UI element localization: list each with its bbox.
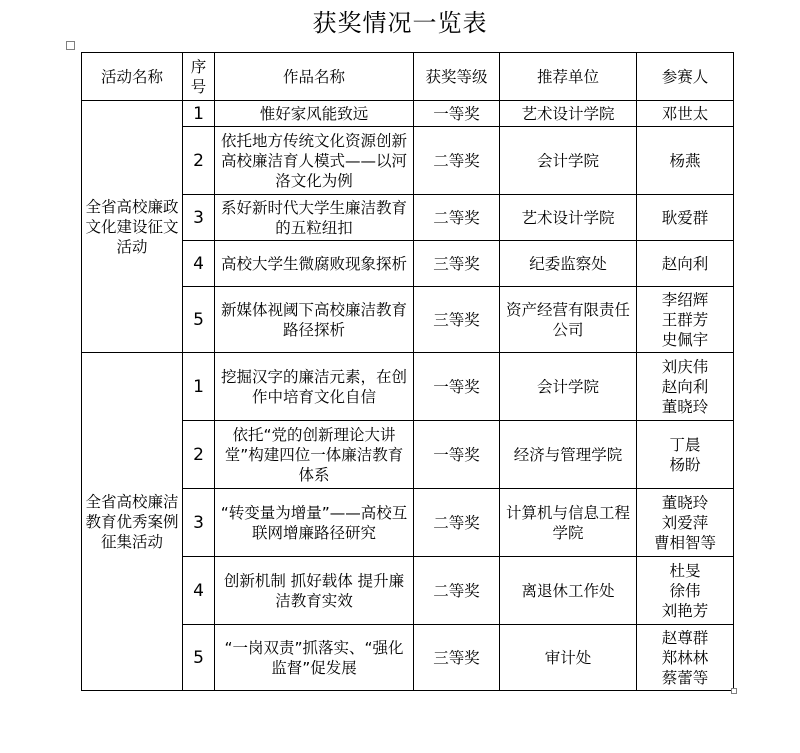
participants-cell: 耿爱群 (637, 195, 734, 241)
participants-cell: 赵尊群 郑林林 蔡蕾等 (637, 625, 734, 691)
header-activity: 活动名称 (82, 53, 183, 101)
work-cell: “转变量为增量”——高校互联网增廉路径研究 (215, 489, 414, 557)
participants-cell: 丁晨 杨盼 (637, 421, 734, 489)
work-cell: 高校大学生微腐败现象探析 (215, 241, 414, 287)
participants-cell: 邓世太 (637, 101, 734, 127)
award-cell: 三等奖 (414, 241, 500, 287)
unit-cell: 会计学院 (500, 353, 637, 421)
seq-cell: 2 (183, 127, 215, 195)
award-cell: 三等奖 (414, 625, 500, 691)
work-cell: 系好新时代大学生廉洁教育的五粒纽扣 (215, 195, 414, 241)
table-resize-handle[interactable] (731, 688, 737, 694)
unit-cell: 经济与管理学院 (500, 421, 637, 489)
award-cell: 二等奖 (414, 127, 500, 195)
unit-cell: 资产经营有限责任公司 (500, 287, 637, 353)
unit-cell: 纪委监察处 (500, 241, 637, 287)
header-unit: 推荐单位 (500, 53, 637, 101)
participants-cell: 董晓玲 刘爱萍 曹相智等 (637, 489, 734, 557)
activity-cell: 全省高校廉政文化建设征文活动 (82, 101, 183, 353)
work-cell: 新媒体视阈下高校廉洁教育路径探析 (215, 287, 414, 353)
table-move-handle[interactable] (66, 41, 75, 50)
header-participants: 参赛人 (637, 53, 734, 101)
participants-cell: 杜旻 徐伟 刘艳芳 (637, 557, 734, 625)
seq-cell: 1 (183, 353, 215, 421)
participants-cell: 刘庆伟 赵向利 董晓玲 (637, 353, 734, 421)
unit-cell: 审计处 (500, 625, 637, 691)
seq-cell: 5 (183, 287, 215, 353)
seq-cell: 5 (183, 625, 215, 691)
award-cell: 一等奖 (414, 421, 500, 489)
activity-cell: 全省高校廉洁教育优秀案例征集活动 (82, 353, 183, 691)
unit-cell: 艺术设计学院 (500, 101, 637, 127)
page-title: 获奖情况一览表 (312, 9, 488, 37)
work-cell: “一岗双责”抓落实、“强化监督”促发展 (215, 625, 414, 691)
seq-cell: 4 (183, 241, 215, 287)
work-cell: 惟好家风能致远 (215, 101, 414, 127)
work-cell: 依托地方传统文化资源创新高校廉洁育人模式——以河洛文化为例 (215, 127, 414, 195)
award-cell: 三等奖 (414, 287, 500, 353)
participants-cell: 赵向利 (637, 241, 734, 287)
seq-cell: 2 (183, 421, 215, 489)
participants-cell: 李绍辉 王群芳 史佩宇 (637, 287, 734, 353)
table-row (82, 101, 734, 127)
header-seq: 序号 (183, 53, 215, 101)
award-cell: 一等奖 (414, 353, 500, 421)
award-cell: 二等奖 (414, 195, 500, 241)
seq-cell: 3 (183, 489, 215, 557)
work-cell: 挖掘汉字的廉洁元素，在创作中培育文化自信 (215, 353, 414, 421)
unit-cell: 艺术设计学院 (500, 195, 637, 241)
participants-cell: 杨燕 (637, 127, 734, 195)
work-cell: 创新机制 抓好载体 提升廉洁教育实效 (215, 557, 414, 625)
header-award: 获奖等级 (414, 53, 500, 101)
work-cell: 依托“党的创新理论大讲堂”构建四位一体廉洁教育体系 (215, 421, 414, 489)
unit-cell: 离退休工作处 (500, 557, 637, 625)
seq-cell: 4 (183, 557, 215, 625)
award-cell: 一等奖 (414, 101, 500, 127)
awards-table (81, 52, 734, 691)
seq-cell: 3 (183, 195, 215, 241)
header-work: 作品名称 (215, 53, 414, 101)
seq-cell: 1 (183, 101, 215, 127)
unit-cell: 会计学院 (500, 127, 637, 195)
table-header-row (82, 53, 734, 101)
award-cell: 二等奖 (414, 557, 500, 625)
award-cell: 二等奖 (414, 489, 500, 557)
table-row (82, 353, 734, 421)
unit-cell: 计算机与信息工程学院 (500, 489, 637, 557)
